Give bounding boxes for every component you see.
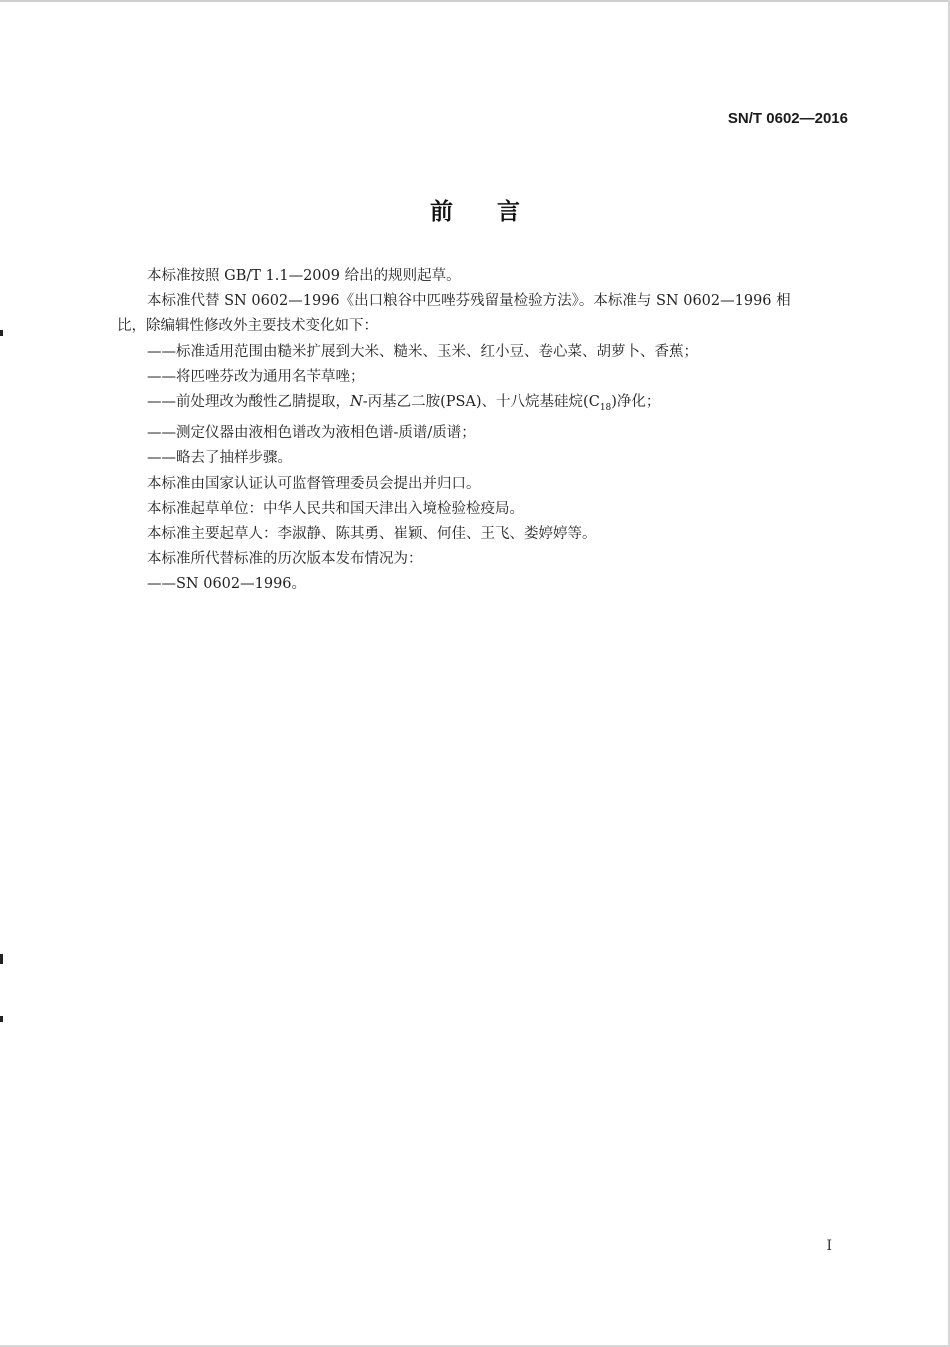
paragraph: 本标准所代替标准的历次版本发布情况为：: [147, 551, 423, 568]
list-item: [117, 390, 850, 421]
scan-mark: [0, 330, 3, 336]
paragraph: 本标准起草单位：中华人民共和国天津出入境检验检疫局。: [147, 500, 524, 517]
paragraph: 本标准代替 SN 0602—1996《出口粮谷中匹唑芬残留量检验方法》。本标准与 SN 0602—1996 相: [147, 293, 791, 310]
italic-variable: N: [350, 394, 363, 411]
page-border-top: [0, 0, 950, 2]
list-item: ——略去了抽样步骤。: [147, 450, 292, 467]
subscript: 18: [599, 402, 612, 413]
paragraph: 本标准主要起草人：李淑静、陈其勇、崔颖、何佳、王飞、娄婷婷等。: [147, 525, 597, 542]
page-number: I: [826, 1238, 832, 1254]
list-item-text: ——前处理改为酸性乙腈提取，: [147, 394, 350, 411]
paragraph: 本标准按照 GB/T 1.1—2009 给出的规则起草。: [147, 268, 461, 284]
list-item: ——标准适用范围由糙米扩展到大米、糙米、玉米、红小豆、卷心菜、胡萝卜、香蕉；: [147, 343, 698, 360]
scan-mark: [0, 954, 3, 964]
standard-code: SN/T 0602—2016: [727, 110, 848, 127]
page-title: 前言: [430, 199, 564, 225]
list-item: ——将匹唑芬改为通用名苄草唑；: [147, 368, 365, 385]
list-item: ——测定仪器由液相色谱改为液相色谱-质谱/质谱；: [147, 425, 476, 442]
document-body: [117, 264, 850, 598]
paragraph-continuation: 比，除编辑性修改外主要技术变化如下：: [117, 318, 378, 335]
list-item: ——SN 0602—1996。: [147, 576, 307, 593]
paragraph: 本标准由国家认证认可监督管理委员会提出并归口。: [147, 475, 481, 492]
scan-mark: [0, 1016, 3, 1022]
list-item-text: )净化；: [611, 394, 661, 411]
list-item-text: -丙基乙二胺(PSA)、十八烷基硅烷(C: [362, 394, 600, 411]
